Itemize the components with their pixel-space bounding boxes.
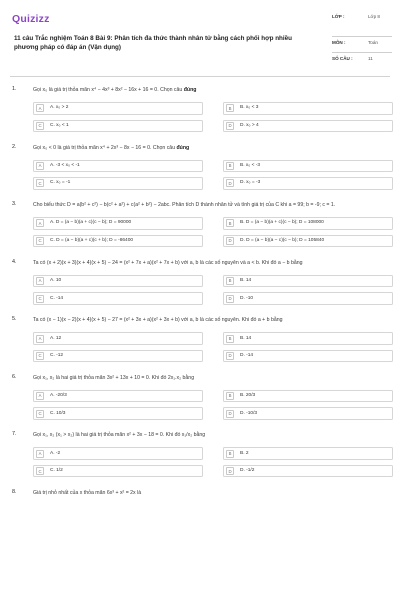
question-number: 2.: [12, 143, 17, 150]
option-letter-box: D: [226, 352, 234, 360]
worksheet-meta: [332, 11, 392, 67]
option-text: C. x₀ = -1: [50, 180, 71, 186]
question-stem: Ta có (x + 2)(x + 3)(x + 4)(x + 5) − 24 = (x² + 7x + a)(x² + 7x + b) với a, b là các số nguyên và a < b. Khi đó a − b bằng: [33, 259, 303, 266]
question-1: [12, 86, 390, 132]
option-text: B. 14: [240, 335, 252, 341]
answer-option-a[interactable]: [33, 332, 203, 345]
answer-option-a[interactable]: [33, 275, 203, 288]
answer-option-d[interactable]: [223, 292, 393, 305]
answer-option-a[interactable]: [33, 102, 203, 115]
option-text: C. 10/3: [50, 410, 66, 416]
answer-option-d[interactable]: [223, 407, 393, 420]
question-emphasis: đúng: [176, 144, 190, 151]
option-letter-box: A: [36, 335, 44, 343]
answer-option-d[interactable]: [223, 350, 393, 363]
meta-label: MÔN :: [332, 40, 346, 45]
option-text: D. x₀ = -3: [240, 180, 261, 186]
answer-option-b[interactable]: [223, 102, 393, 115]
meta-row-count: [332, 53, 392, 67]
option-letter-box: A: [36, 104, 44, 112]
question-2: [12, 144, 390, 190]
option-letter-box: A: [36, 277, 44, 285]
option-letter-box: C: [36, 467, 44, 475]
question-8: [12, 489, 390, 497]
answer-option-c[interactable]: [33, 407, 203, 420]
option-letter-box: C: [36, 352, 44, 360]
answer-options: [33, 217, 390, 247]
option-text: D. x₀ > 4: [240, 122, 259, 128]
question-stem: Gọi x₁, x₂ (x₁ > x₂) là hai giá trị thỏa mãn x² + 3x − 18 = 0. Khi đó x₁/x₂ bằng: [33, 432, 206, 439]
meta-row-class: [332, 11, 392, 37]
question-emphasis: đúng: [183, 87, 197, 93]
option-letter-box: B: [226, 219, 234, 227]
option-letter-box: A: [36, 219, 44, 227]
answer-option-a[interactable]: [33, 447, 203, 460]
option-text: A. D = (a − b)(a + c)(c − b); D = 90000: [50, 220, 132, 226]
option-letter-box: A: [36, 392, 44, 400]
question-number: 7.: [12, 431, 17, 438]
answer-options: [33, 332, 390, 362]
option-letter-box: C: [36, 179, 44, 187]
option-letter-box: B: [226, 335, 234, 343]
answer-option-c[interactable]: [33, 350, 203, 363]
question-5: [12, 316, 390, 362]
option-letter-box: A: [36, 450, 44, 458]
question-number: 3.: [12, 201, 17, 208]
option-text: A. 10: [50, 278, 62, 283]
meta-label: LỚP :: [332, 14, 345, 19]
answer-option-b[interactable]: [223, 447, 393, 460]
question-row: [12, 431, 390, 439]
answer-option-b[interactable]: [223, 332, 393, 345]
question-3: [12, 201, 390, 247]
option-letter-box: D: [226, 410, 234, 418]
question-number: 4.: [12, 258, 17, 265]
worksheet-header: [10, 9, 390, 73]
option-letter-box: D: [226, 295, 234, 303]
option-text: B. 14: [240, 278, 252, 283]
option-letter-box: B: [226, 162, 234, 170]
question-row: [12, 374, 390, 382]
question-number: 6.: [12, 373, 17, 380]
option-text: D. -1/2: [240, 468, 255, 474]
answer-option-c[interactable]: [33, 235, 203, 248]
question-row: [12, 489, 390, 497]
question-text: [33, 259, 390, 267]
question-7: [12, 431, 390, 477]
question-row: [12, 201, 390, 209]
answer-option-d[interactable]: [223, 120, 393, 133]
option-text: B. 20/3: [240, 393, 256, 399]
question-text: [33, 201, 390, 209]
option-text: D. -10/3: [240, 410, 258, 416]
answer-option-b[interactable]: [223, 160, 393, 173]
answer-option-b[interactable]: [223, 275, 393, 288]
option-text: D. -14: [240, 353, 254, 359]
meta-label: SỐ CÂU :: [332, 56, 353, 61]
option-text: A. 12: [50, 335, 62, 341]
option-letter-box: B: [226, 392, 234, 400]
question-text: [33, 374, 390, 382]
question-stem: Giá trị nhỏ nhất của x thỏa mãn 6x³ + x² = 2x là: [33, 489, 142, 496]
option-text: C. D = (a − b)(a + c)(c + b); D = -86400: [50, 237, 134, 243]
meta-value: Lớp 8: [368, 14, 380, 19]
option-text: B. x₀ < -3: [240, 162, 260, 168]
header-divider: [10, 76, 390, 77]
option-text: A. x₀ > 2: [50, 105, 69, 111]
question-text: [33, 86, 390, 94]
option-text: C. 1/2: [50, 468, 63, 474]
question-text: [33, 431, 390, 439]
answer-option-d[interactable]: [223, 177, 393, 190]
option-text: C. x₀ < 1: [50, 122, 69, 128]
answer-option-a[interactable]: [33, 160, 203, 173]
answer-option-a[interactable]: [33, 390, 203, 403]
option-letter-box: D: [226, 467, 234, 475]
question-number: 8.: [12, 488, 17, 495]
question-list: [12, 86, 390, 509]
option-letter-box: C: [36, 410, 44, 418]
option-letter-box: D: [226, 122, 234, 130]
question-text: [33, 489, 390, 497]
question-6: [12, 374, 390, 420]
option-letter-box: B: [226, 104, 234, 112]
answer-option-b[interactable]: [223, 217, 393, 230]
option-letter-box: A: [36, 162, 44, 170]
answer-option-c[interactable]: [33, 292, 203, 305]
answer-option-d[interactable]: [223, 235, 393, 248]
option-text: C. -14: [50, 295, 64, 301]
option-letter-box: B: [226, 450, 234, 458]
question-4: [12, 259, 390, 305]
worksheet-title: 11 câu Trắc nghiệm Toán 8 Bài 9: Phân tích đa thức thành nhân tử bằng cách phối hợp nhiều phương pháp có đáp án (Vận dụng): [14, 35, 292, 52]
option-text: B. D = (a − b)(a + c)(c − b); D = 108000: [240, 220, 324, 226]
question-stem: Cho biểu thức D = a(b² + c²) − b(c² + a²) + c(a² + b²) − 2abc. Phân tích D thành nhân tử và tính giá trị của C khi a = 99; b = -9; c = 1.: [33, 202, 336, 209]
option-letter-box: D: [226, 179, 234, 187]
answer-options: [33, 275, 390, 305]
answer-options: [33, 160, 390, 190]
question-stem: Gọi x₀ < 0 là giá trị thỏa mãn x⁴ + 2x³ − 8x − 16 = 0. Chọn câu: [33, 144, 177, 151]
option-letter-box: C: [36, 237, 44, 245]
question-number: 1.: [12, 86, 17, 92]
question-row: [12, 259, 390, 267]
answer-option-c[interactable]: [33, 177, 203, 190]
answer-option-c[interactable]: [33, 465, 203, 478]
question-text: [33, 316, 390, 324]
answer-options: [33, 102, 390, 132]
option-letter-box: C: [36, 295, 44, 303]
option-text: B. 2: [240, 450, 249, 456]
option-text: A. -2: [50, 450, 61, 456]
answer-option-d[interactable]: [223, 465, 393, 478]
question-number: 5.: [12, 316, 17, 323]
question-stem: Ta có (x − 1)(x − 2)(x + 4)(x + 5) − 27 = (x² + 3x + a)(x² + 3x + b) với a, b là các số nguyên. Khi đó a + b bằng: [33, 317, 283, 324]
quizizz-logo: Quizizz: [12, 13, 50, 25]
question-stem: Gọi x₁, x₂ là hai giá trị thỏa mãn 3x² + 13x + 10 = 0. Khi đó 2x₁.x₂ bằng: [33, 374, 195, 381]
answer-option-a[interactable]: [33, 217, 203, 230]
option-text: A. -20/3: [50, 393, 67, 399]
option-text: D. D = (a − b)(a − c)(c − b); D = 105840: [240, 237, 325, 243]
answer-options: [33, 390, 390, 420]
question-stem: Gọi x₀ là giá trị thỏa mãn x⁴ − 4x³ + 8x² − 16x + 16 = 0. Chọn câu: [33, 87, 184, 93]
option-letter-box: C: [36, 122, 44, 130]
meta-value: 11: [368, 56, 373, 61]
answer-option-c[interactable]: [33, 120, 203, 133]
option-text: A. -3 < x₀ < -1: [50, 162, 80, 168]
meta-row-subject: [332, 37, 392, 53]
meta-value: Toán: [368, 40, 378, 45]
option-letter-box: B: [226, 277, 234, 285]
answer-options: [33, 447, 390, 477]
question-text: [33, 144, 390, 152]
option-text: C. -12: [50, 353, 64, 359]
question-row: [12, 86, 390, 94]
question-row: [12, 316, 390, 324]
answer-option-b[interactable]: [223, 390, 393, 403]
option-text: B. x₀ < 3: [240, 105, 259, 111]
option-text: D. -10: [240, 295, 254, 301]
option-letter-box: D: [226, 237, 234, 245]
question-row: [12, 144, 390, 152]
